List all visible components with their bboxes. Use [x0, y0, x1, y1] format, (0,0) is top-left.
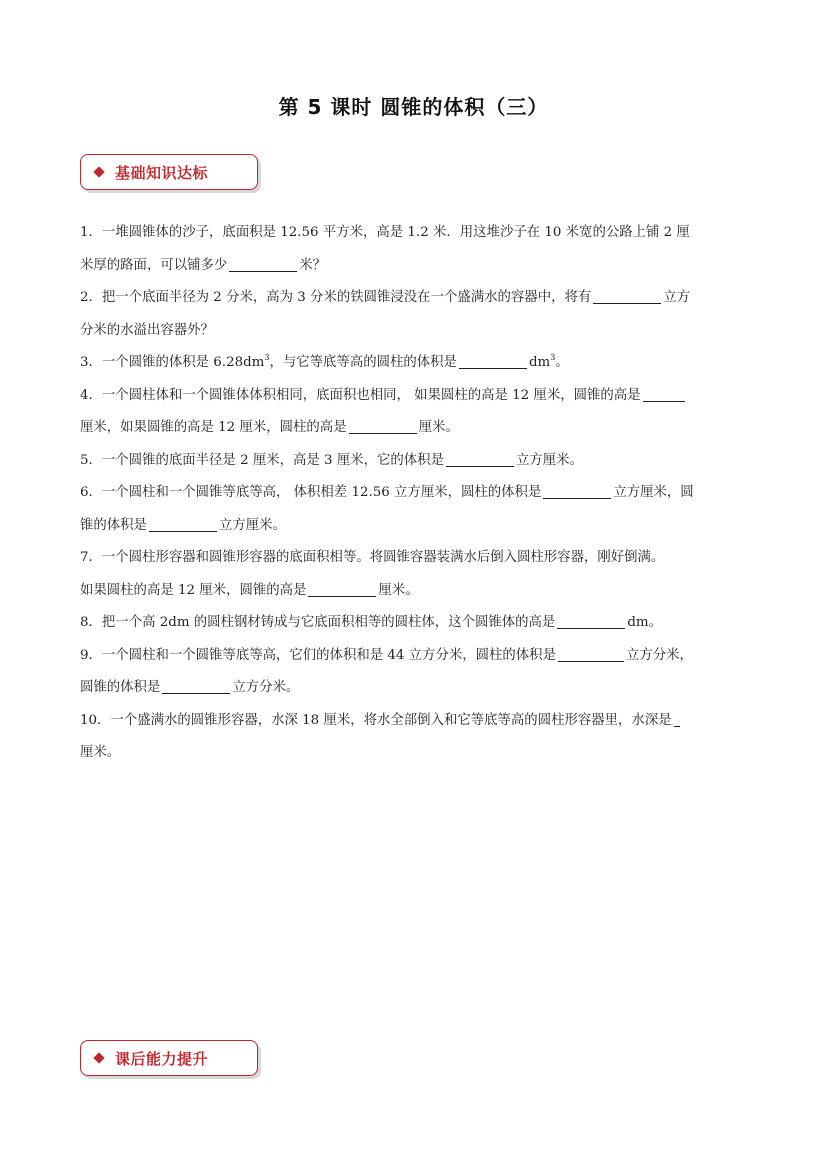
- question-1-text: 1．一堆圆锥体的沙子，底面积是 12.56 平方米，高是 1.2 米．用这堆沙子在 10 米宽的公路上铺 2 厘: [80, 225, 690, 240]
- question-3-unit: dm: [528, 355, 551, 370]
- question-2-unit: 立方: [663, 290, 691, 305]
- question-7-text: 7．一个圆柱形容器和圆锥形容器的底面积相等。将圆锥容器装满水后倒入圆柱形容器，刚好倒满。: [80, 550, 665, 565]
- question-8-unit: dm。: [627, 615, 662, 630]
- page-title: 第 5 课时 圆锥的体积（三）: [278, 95, 549, 119]
- question-5-text: 5．一个圆锥的底面半径是 2 厘米，高是 3 厘米，它的体积是: [80, 452, 444, 468]
- diamond-icon: [93, 166, 104, 177]
- question-6-unit: 立方厘米，圆: [613, 485, 694, 500]
- answer-blank[interactable]: [349, 417, 417, 434]
- question-9: [80, 640, 752, 705]
- question-1: [80, 217, 752, 282]
- question-9-text: 9．一个圆柱和一个圆锥等底等高，它们的体积和是 44 立方分米，圆柱的体积是: [80, 647, 556, 663]
- question-6-text: 6．一个圆柱和一个圆锥等底等高， 体积相差 12.56 立方厘米，圆柱的体积是: [80, 485, 542, 500]
- question-3-text: 3．一个圆锥的体积是 6.28dm: [80, 355, 265, 370]
- question-10-text: 10．一个盛满水的圆锥形容器，水深 18 厘米，将水全部倒入和它等底等高的圆柱形容器里，水深是: [80, 712, 672, 728]
- question-4-unit: 厘米。: [418, 420, 459, 435]
- question-9-text-2: 圆锥的体积是: [80, 680, 161, 695]
- question-4: [80, 380, 752, 445]
- question-7-unit: 厘米。: [378, 582, 419, 598]
- question-7: [80, 542, 752, 607]
- question-4-text: 4．一个圆柱体和一个圆锥体体积相同，底面积也相同， 如果圆柱的高是 12 厘米，圆锥的高是: [80, 387, 641, 403]
- question-2: [80, 282, 752, 347]
- diamond-icon: [93, 1052, 104, 1063]
- superscript: 3: [264, 353, 270, 362]
- answer-blank[interactable]: [674, 710, 680, 727]
- question-1-text-2: 米厚的路面，可以铺多少: [80, 257, 228, 273]
- question-3-end: 。: [555, 355, 569, 370]
- section-header-basic: [80, 154, 258, 190]
- section-header-advanced: [80, 1040, 258, 1076]
- answer-blank[interactable]: [149, 515, 217, 532]
- question-9-unit-2: 立方分米。: [232, 680, 300, 695]
- answer-blank[interactable]: [557, 612, 625, 629]
- answer-blank[interactable]: [162, 677, 230, 694]
- question-5-unit: 立方厘米。: [515, 452, 583, 468]
- question-9-unit: 立方分米，: [625, 647, 693, 663]
- question-6: [80, 477, 752, 542]
- answer-blank[interactable]: [446, 450, 514, 467]
- answer-blank[interactable]: [593, 287, 661, 304]
- question-8: [80, 607, 752, 640]
- question-4-text-2: 厘米，如果圆锥的高是 12 厘米，圆柱的高是: [80, 420, 347, 435]
- answer-blank[interactable]: [643, 385, 685, 402]
- question-1-unit: 米？: [299, 257, 327, 273]
- question-10-text-2: 厘米。: [80, 745, 121, 760]
- question-3-text-2: ，与它等底等高的圆柱的体积是: [269, 355, 457, 370]
- question-10: [80, 705, 752, 770]
- question-6-text-2: 锥的体积是: [80, 517, 147, 533]
- question-8-text: 8．把一个高 2dm 的圆柱钢材铸成与它底面积相等的圆柱体，这个圆锥体的高是: [80, 615, 556, 630]
- section-title-basic: 基础知识达标: [115, 163, 209, 182]
- answer-blank[interactable]: [459, 352, 527, 369]
- superscript: 3: [550, 353, 556, 362]
- answer-blank[interactable]: [229, 255, 297, 272]
- question-2-text: 2．把一个底面半径为 2 分米，高为 3 分米的铁圆锥浸没在一个盛满水的容器中，将有: [80, 290, 592, 305]
- answer-blank[interactable]: [543, 482, 611, 499]
- section-title-advanced: 课后能力提升: [115, 1049, 209, 1068]
- answer-blank[interactable]: [308, 580, 376, 597]
- question-3: [80, 347, 752, 380]
- question-list: [80, 217, 752, 770]
- question-7-text-2: 如果圆柱的高是 12 厘米，圆锥的高是: [80, 582, 307, 598]
- question-6-unit-2: 立方厘米。: [218, 517, 286, 533]
- question-2-text-2: 分米的水溢出容器外？: [80, 322, 214, 338]
- answer-blank[interactable]: [558, 645, 624, 662]
- question-5: [80, 445, 752, 478]
